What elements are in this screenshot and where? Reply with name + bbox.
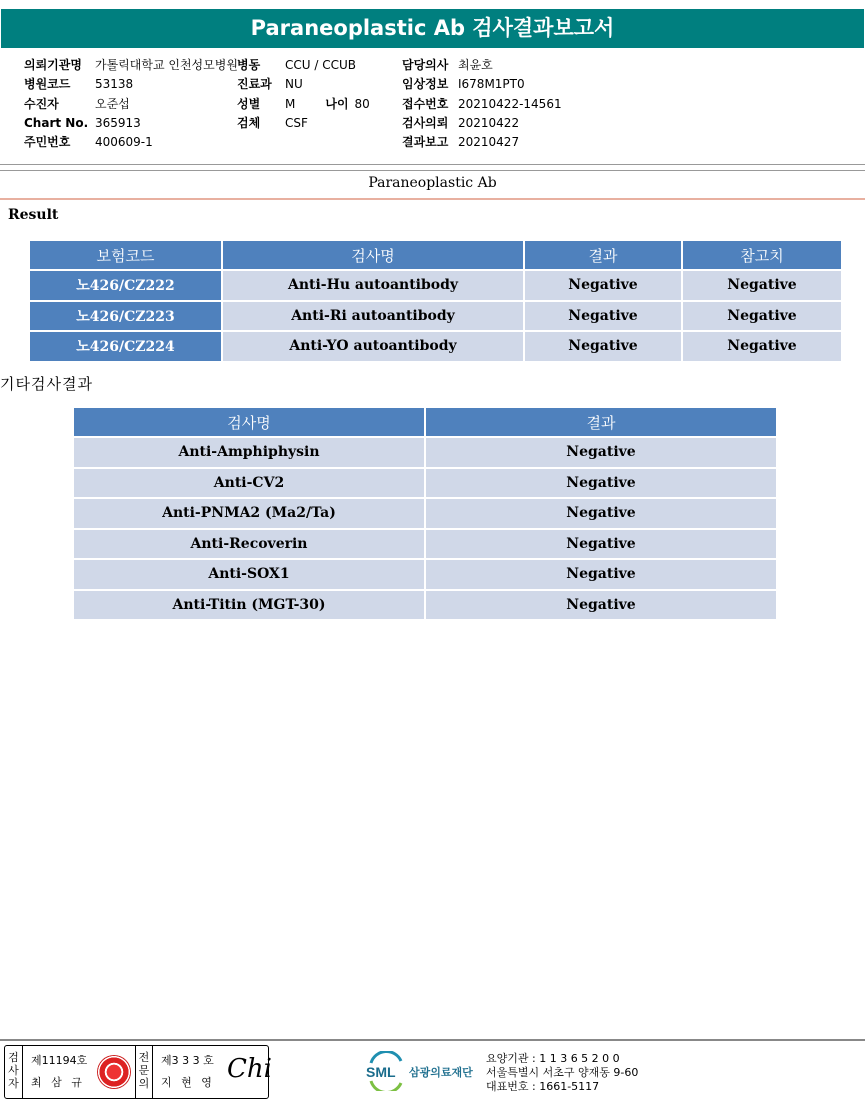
test-name-cell: Anti-Titin (MGT-30) xyxy=(74,591,424,620)
table-row xyxy=(74,469,776,498)
info-value-age: 80 xyxy=(354,96,370,111)
table-header-row xyxy=(74,408,776,436)
test-name-cell: Anti-PNMA2 (Ma2/Ta) xyxy=(74,499,424,528)
info-row-patient xyxy=(24,95,238,114)
info-value: CSF xyxy=(285,115,308,130)
logo-abbrev: SML xyxy=(366,1064,396,1080)
info-label: 담당의사 xyxy=(402,58,449,72)
test-name-cell: Anti-YO autoantibody xyxy=(223,332,523,361)
test-name-cell: Anti-Amphiphysin xyxy=(74,438,424,467)
info-value: I678M1PT0 xyxy=(458,77,525,92)
info-row-chart-no xyxy=(24,114,238,133)
info-value: 365913 xyxy=(95,115,141,130)
info-value: NU xyxy=(285,77,303,92)
test-name-cell: Anti-Ri autoantibody xyxy=(223,302,523,331)
result-table xyxy=(28,239,843,363)
signature-box xyxy=(4,1045,272,1099)
info-row-ward xyxy=(237,56,370,75)
info-value: 오준섭 xyxy=(95,96,130,111)
address-block xyxy=(486,1052,638,1094)
info-label: 검사의뢰 xyxy=(402,115,449,130)
info-value: 53138 xyxy=(95,77,134,92)
info-label: 의뢰기관명 xyxy=(24,58,82,72)
info-row-resident-no xyxy=(24,133,238,152)
info-value: 최윤호 xyxy=(458,58,493,72)
info-row-request-date xyxy=(402,114,562,133)
info-label: 진료과 xyxy=(237,77,272,92)
info-label: 검체 xyxy=(237,115,261,130)
table-row xyxy=(30,271,841,300)
result-cell: Negative xyxy=(426,530,776,559)
result-cell: Negative xyxy=(426,560,776,589)
column-header: 검사명 xyxy=(223,241,523,269)
column-header: 결과 xyxy=(525,241,681,269)
info-column-tracking xyxy=(402,56,562,152)
examiner-name: 최 삼 규 xyxy=(31,1076,85,1089)
examiner-label: 검사자 xyxy=(5,1046,23,1098)
org-name: 삼광의료재단 xyxy=(409,1066,473,1079)
info-label: 주민번호 xyxy=(24,135,71,150)
table-row xyxy=(74,591,776,620)
info-row-hospital-code xyxy=(24,75,238,94)
info-value: 가톨릭대학교 인천성모병원 xyxy=(95,58,238,72)
info-value: 20210422-14561 xyxy=(458,96,562,111)
examiner-license: 제11194호 xyxy=(31,1054,88,1067)
info-label: Chart No. xyxy=(24,115,89,130)
result-cell: Negative xyxy=(525,271,681,300)
table-row xyxy=(30,302,841,331)
table-row xyxy=(74,560,776,589)
result-cell: Negative xyxy=(426,499,776,528)
result-cell: Negative xyxy=(426,438,776,467)
result-cell: Negative xyxy=(426,469,776,498)
info-row-doctor xyxy=(402,56,562,75)
info-value: 20210427 xyxy=(458,135,520,150)
info-column-clinical xyxy=(237,56,370,133)
insurance-code-cell: 노426/CZ222 xyxy=(30,271,221,300)
divider xyxy=(0,170,865,171)
info-row-institution xyxy=(24,56,238,75)
table-header-row xyxy=(30,241,841,269)
result-cell: Negative xyxy=(525,332,681,361)
address-line: 요양기관 : 1 1 3 6 5 2 0 0 xyxy=(486,1052,620,1065)
info-label: 수진자 xyxy=(24,96,59,111)
column-header: 검사명 xyxy=(74,408,424,436)
info-label-age: 나이 xyxy=(325,96,349,111)
divider-accent xyxy=(0,198,865,200)
footer-divider xyxy=(0,1039,865,1041)
handwritten-signature: Chi xyxy=(227,1054,272,1084)
report-title: Paraneoplastic Ab 검사결과보고서 xyxy=(1,9,864,48)
section-subtitle: Paraneoplastic Ab xyxy=(368,175,497,191)
reference-cell: Negative xyxy=(683,302,841,331)
test-name-cell: Anti-SOX1 xyxy=(74,560,424,589)
reference-cell: Negative xyxy=(683,332,841,361)
column-header: 참고치 xyxy=(683,241,841,269)
info-value: 20210422 xyxy=(458,115,520,130)
result-cell: Negative xyxy=(525,302,681,331)
info-value: M xyxy=(285,96,296,111)
specialist-license: 제3 3 3 호 xyxy=(161,1054,214,1067)
specialist-name: 지 현 영 xyxy=(161,1076,215,1089)
info-label: 성별 xyxy=(237,96,261,111)
info-row-sex-age xyxy=(237,95,370,114)
info-row-specimen xyxy=(237,114,370,133)
info-row-report-date xyxy=(402,133,562,152)
seal-stamp-icon xyxy=(97,1055,131,1089)
info-label: 접수번호 xyxy=(402,96,449,111)
info-row-clinical-info xyxy=(402,75,562,94)
test-name-cell: Anti-Hu autoantibody xyxy=(223,271,523,300)
result-heading: Result xyxy=(8,207,59,223)
other-tests-heading: 기타검사결과 xyxy=(0,375,93,393)
table-row xyxy=(74,530,776,559)
column-header: 보험코드 xyxy=(30,241,221,269)
column-header: 결과 xyxy=(426,408,776,436)
info-label: 결과보고 xyxy=(402,135,449,150)
insurance-code-cell: 노426/CZ224 xyxy=(30,332,221,361)
test-name-cell: Anti-Recoverin xyxy=(74,530,424,559)
info-value: CCU / CCUB xyxy=(285,58,356,72)
info-value: 400609-1 xyxy=(95,135,153,150)
info-label: 병동 xyxy=(237,58,261,72)
info-row-receipt-no xyxy=(402,95,562,114)
result-cell: Negative xyxy=(426,591,776,620)
info-label: 병원코드 xyxy=(24,77,71,92)
other-tests-table xyxy=(72,406,778,621)
table-row xyxy=(30,332,841,361)
insurance-code-cell: 노426/CZ223 xyxy=(30,302,221,331)
table-row xyxy=(74,438,776,467)
address-line: 대표번호 : 1661-5117 xyxy=(486,1080,600,1093)
table-row xyxy=(74,499,776,528)
test-name-cell: Anti-CV2 xyxy=(74,469,424,498)
divider xyxy=(0,164,865,165)
reference-cell: Negative xyxy=(683,271,841,300)
address-line: 서울특별시 서초구 양재동 9-60 xyxy=(486,1066,639,1079)
info-column-requester xyxy=(24,56,238,152)
specialist-label: 전문의 xyxy=(135,1046,153,1098)
info-label: 임상정보 xyxy=(402,77,449,92)
info-row-department xyxy=(237,75,370,94)
